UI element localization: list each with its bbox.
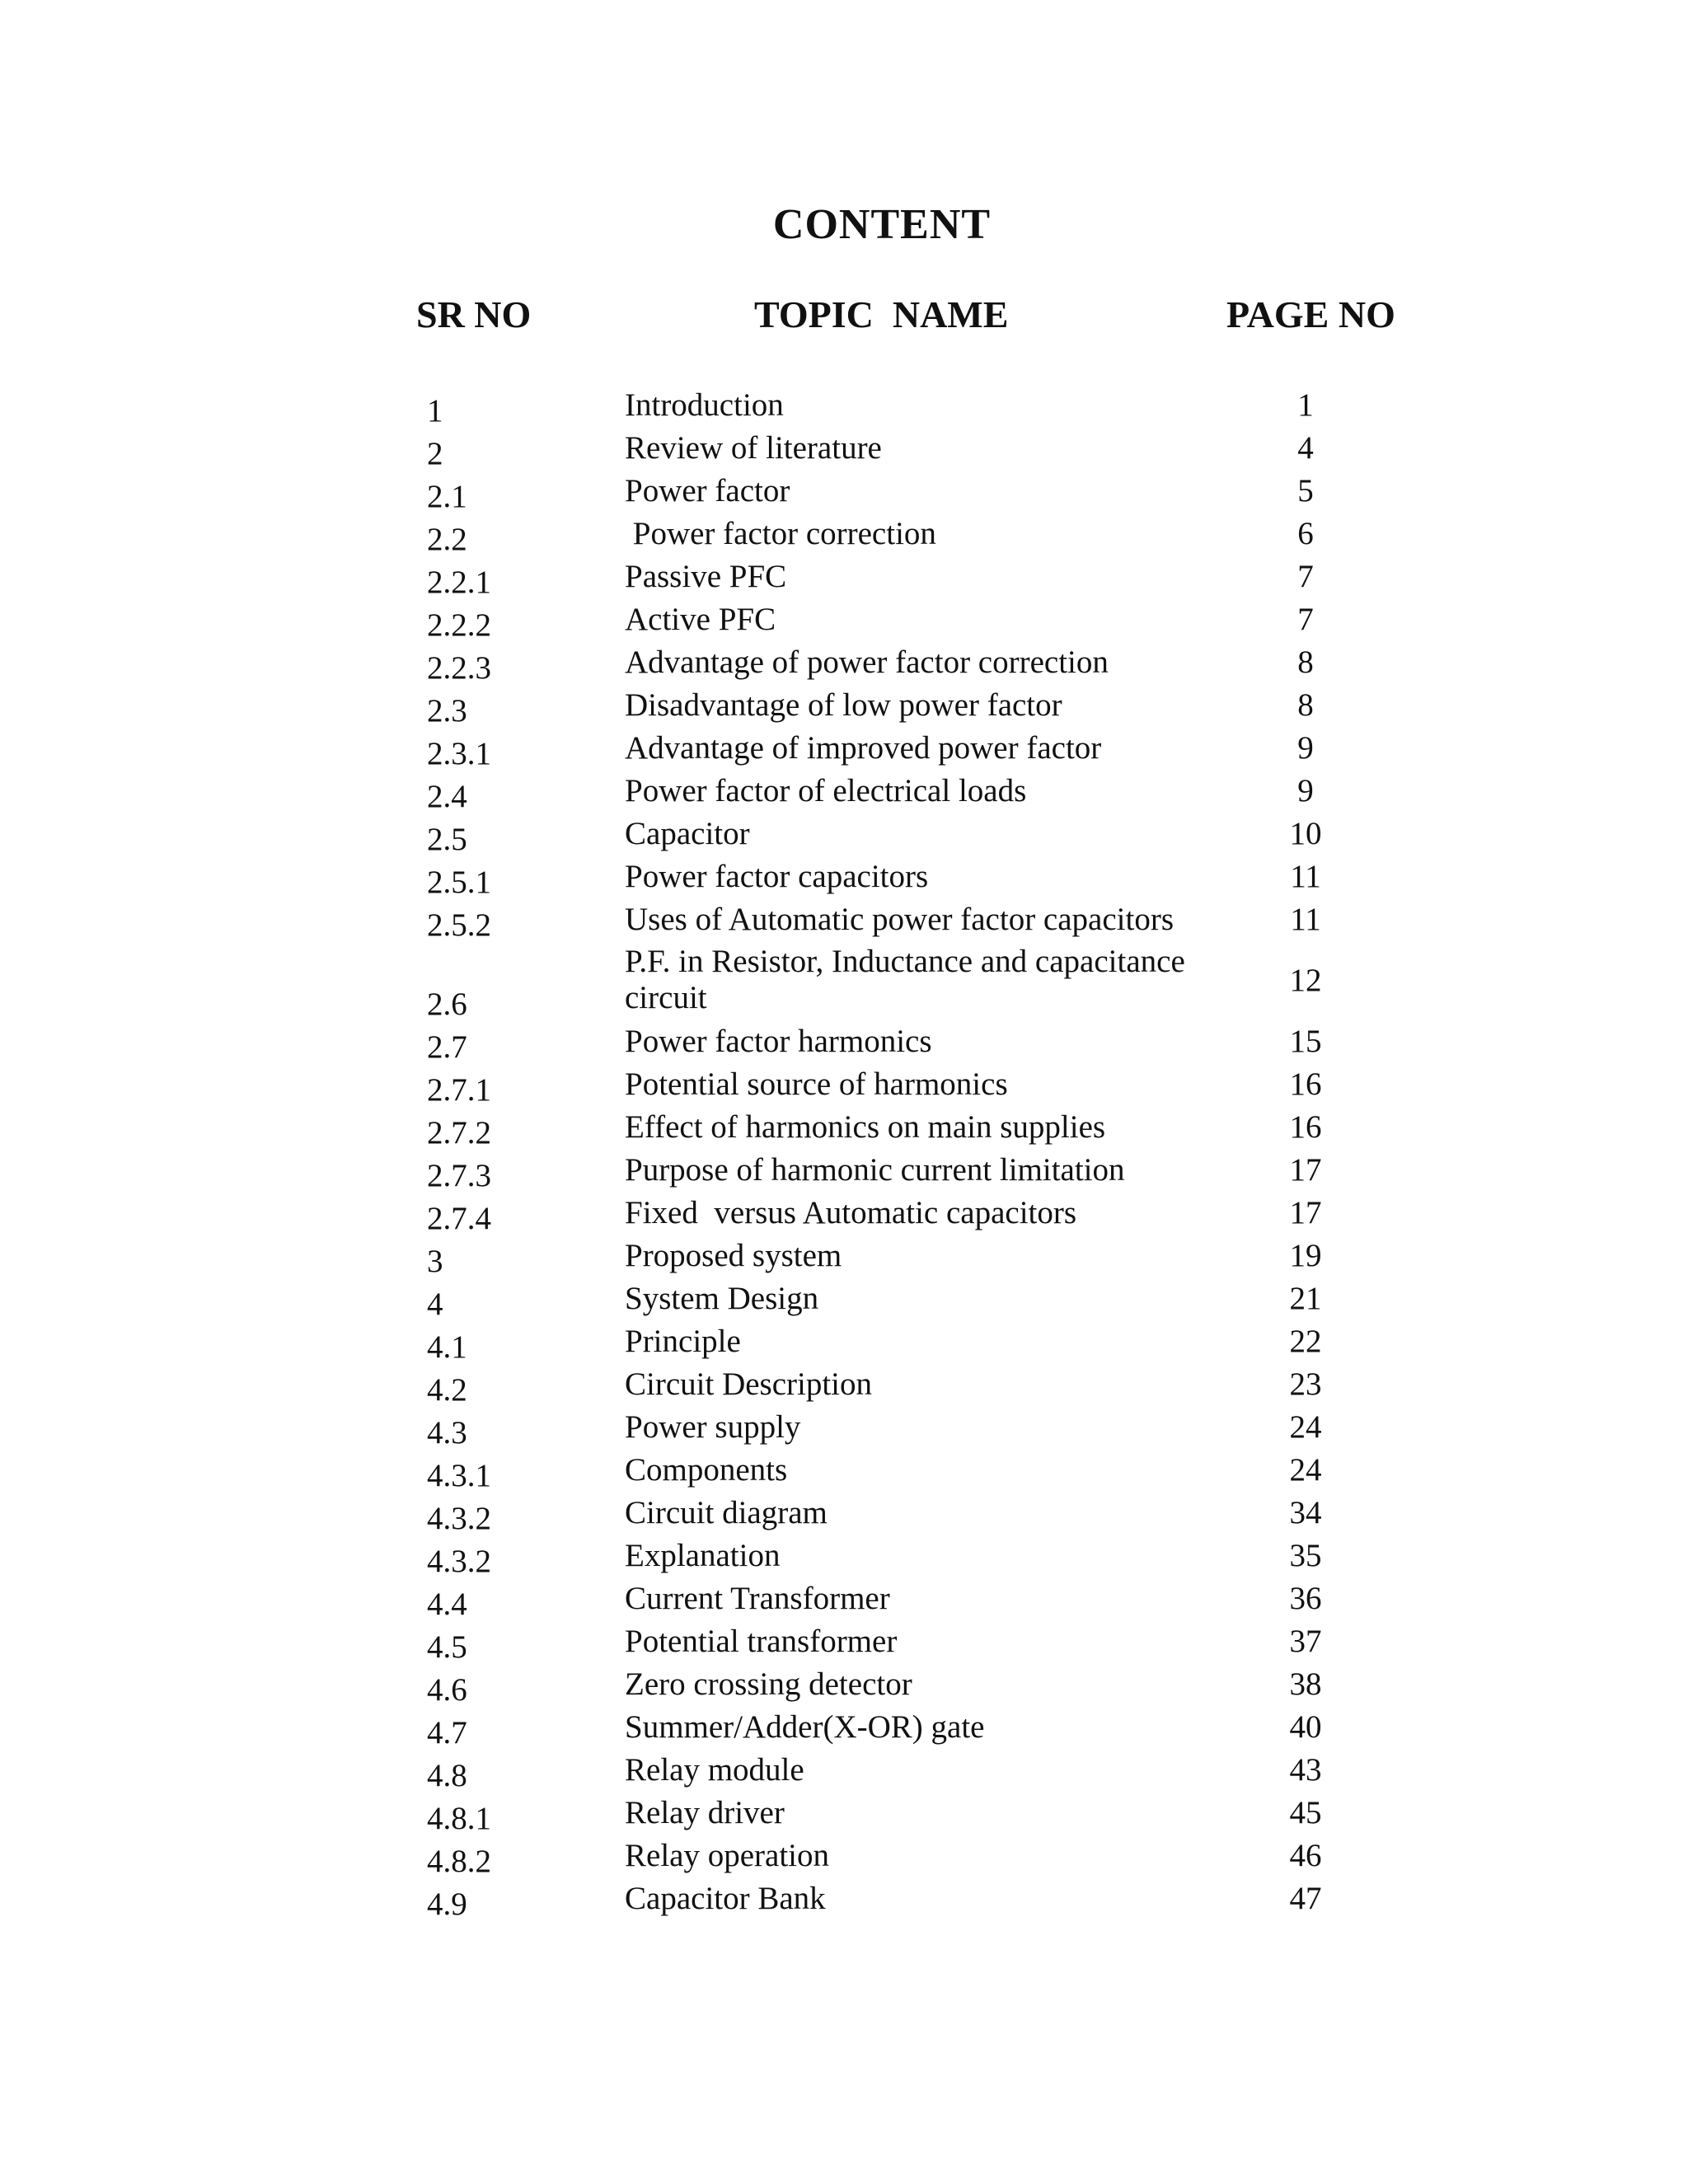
row-topic: Relay driver — [625, 1795, 785, 1830]
table-row — [0, 1363, 1688, 1406]
column-header-topic-name: TOPIC NAME — [754, 293, 1009, 335]
row-page-no: 11 — [1290, 902, 1321, 937]
row-page-no: 15 — [1289, 1024, 1322, 1059]
table-row — [0, 1320, 1688, 1363]
row-page-no: 23 — [1289, 1366, 1322, 1402]
row-page-no: 22 — [1289, 1324, 1322, 1359]
row-sr-no: 2.2.3 — [427, 650, 491, 686]
row-sr-no: 4.1 — [427, 1329, 467, 1365]
row-page-no: 38 — [1289, 1666, 1322, 1702]
row-topic: Proposed system — [625, 1238, 842, 1273]
table-row — [0, 1063, 1688, 1106]
row-topic: Relay operation — [625, 1838, 829, 1873]
row-topic: Principle — [625, 1324, 741, 1359]
row-page-no: 47 — [1289, 1881, 1322, 1916]
row-sr-no: 2.2.1 — [427, 565, 491, 600]
row-page-no: 19 — [1289, 1238, 1322, 1273]
row-sr-no: 2.7.1 — [427, 1072, 491, 1108]
row-page-no: 11 — [1290, 859, 1321, 894]
row-topic: Fixed versus Automatic capacitors — [625, 1195, 1077, 1230]
table-row — [0, 1149, 1688, 1192]
table-row — [0, 1706, 1688, 1749]
row-page-no: 43 — [1289, 1752, 1322, 1788]
table-row — [0, 813, 1688, 855]
row-page-no: 16 — [1289, 1066, 1322, 1102]
row-page-no: 7 — [1297, 559, 1314, 594]
row-sr-no: 2 — [427, 436, 443, 471]
row-page-no: 45 — [1289, 1795, 1322, 1830]
row-page-no: 8 — [1297, 644, 1314, 680]
row-page-no: 36 — [1289, 1581, 1322, 1616]
row-topic: Advantage of power factor correction — [625, 644, 1109, 680]
row-sr-no: 4.8 — [427, 1758, 467, 1793]
row-sr-no: 4.3.1 — [427, 1458, 491, 1493]
table-row — [0, 770, 1688, 813]
row-topic: Capacitor — [625, 816, 750, 851]
row-sr-no: 4.5 — [427, 1629, 467, 1665]
row-sr-no: 2.4 — [427, 779, 467, 814]
row-topic: Current Transformer — [625, 1581, 890, 1616]
row-sr-no: 2.5.1 — [427, 865, 491, 900]
table-row — [0, 1106, 1688, 1149]
row-sr-no: 2.7.3 — [427, 1158, 491, 1193]
row-topic: Zero crossing detector — [625, 1666, 912, 1702]
table-row — [0, 1749, 1688, 1792]
table-row — [0, 1192, 1688, 1235]
row-page-no: 40 — [1289, 1709, 1322, 1745]
row-sr-no: 2.2 — [427, 522, 467, 557]
row-topic: Potential transformer — [625, 1624, 898, 1659]
row-page-no: 12 — [1289, 963, 1322, 998]
table-row — [0, 1535, 1688, 1577]
row-sr-no: 4.2 — [427, 1372, 467, 1408]
row-topic: Active PFC — [625, 602, 776, 637]
row-sr-no: 2.7 — [427, 1029, 467, 1065]
row-page-no: 35 — [1289, 1538, 1322, 1573]
row-sr-no: 4.7 — [427, 1715, 467, 1750]
page-title: CONTENT — [772, 201, 992, 248]
row-sr-no: 3 — [427, 1244, 443, 1279]
row-sr-no: 2.3.1 — [427, 736, 491, 771]
row-page-no: 10 — [1289, 816, 1322, 851]
row-page-no: 7 — [1297, 602, 1314, 637]
row-topic: Circuit Description — [625, 1366, 873, 1402]
row-sr-no: 2.7.2 — [427, 1115, 491, 1151]
row-topic: Power supply — [625, 1409, 801, 1445]
row-topic: Summer/Adder(X-OR) gate — [625, 1709, 985, 1745]
table-row — [0, 470, 1688, 513]
row-page-no: 9 — [1297, 730, 1314, 766]
row-page-no: 6 — [1297, 516, 1314, 551]
row-sr-no: 2.5.2 — [427, 907, 491, 943]
column-header-sr-no: SR NO — [416, 293, 532, 335]
table-row — [0, 641, 1688, 684]
row-page-no: 21 — [1289, 1281, 1322, 1316]
row-topic: Power factor — [625, 473, 790, 509]
table-row — [0, 684, 1688, 727]
row-page-no: 4 — [1297, 430, 1314, 466]
row-sr-no: 4.3.2 — [427, 1544, 491, 1579]
row-sr-no: 4.3 — [427, 1415, 467, 1451]
row-topic: Effect of harmonics on main supplies — [625, 1109, 1106, 1145]
row-topic: Uses of Automatic power factor capacitors — [625, 902, 1175, 937]
row-sr-no: 4.8.1 — [427, 1801, 491, 1836]
table-row — [0, 1449, 1688, 1492]
row-topic: P.F. in Resistor, Inductance and capacitance circuit — [625, 944, 1185, 1015]
row-sr-no: 4.6 — [427, 1672, 467, 1708]
contents-table — [0, 384, 1688, 1920]
row-sr-no: 2.7.4 — [427, 1201, 491, 1236]
row-topic: Potential source of harmonics — [625, 1066, 1008, 1102]
column-header-page-no: PAGE NO — [1226, 293, 1395, 335]
table-row — [0, 855, 1688, 898]
row-sr-no: 2.3 — [427, 693, 467, 729]
table-row — [0, 1577, 1688, 1620]
row-sr-no: 4.8.2 — [427, 1844, 491, 1879]
table-row — [0, 727, 1688, 770]
row-page-no: 24 — [1289, 1452, 1322, 1488]
row-sr-no: 4.9 — [427, 1886, 467, 1922]
table-row — [0, 1277, 1688, 1320]
row-page-no: 17 — [1289, 1152, 1322, 1188]
row-topic: Capacitor Bank — [625, 1881, 826, 1916]
row-sr-no: 1 — [427, 393, 443, 429]
row-page-no: 37 — [1289, 1624, 1322, 1659]
row-topic: Power factor correction — [625, 516, 936, 551]
row-topic: System Design — [625, 1281, 819, 1316]
table-row — [0, 384, 1688, 427]
row-sr-no: 2.2.2 — [427, 607, 491, 643]
row-topic: Passive PFC — [625, 559, 787, 594]
row-topic: Purpose of harmonic current limitation — [625, 1152, 1125, 1188]
row-sr-no: 4.4 — [427, 1586, 467, 1622]
row-topic: Explanation — [625, 1538, 781, 1573]
row-page-no: 9 — [1297, 773, 1314, 808]
table-row — [0, 941, 1688, 1020]
table-row — [0, 1235, 1688, 1277]
row-topic: Power factor harmonics — [625, 1024, 932, 1059]
table-row — [0, 1406, 1688, 1449]
row-topic: Power factor capacitors — [625, 859, 929, 894]
row-topic: Components — [625, 1452, 788, 1488]
row-page-no: 46 — [1289, 1838, 1322, 1873]
table-row — [0, 1663, 1688, 1706]
row-topic: Circuit diagram — [625, 1495, 828, 1530]
row-topic: Review of literature — [625, 430, 882, 466]
table-row — [0, 1792, 1688, 1835]
table-row — [0, 1492, 1688, 1535]
table-row — [0, 1835, 1688, 1877]
row-topic: Disadvantage of low power factor — [625, 687, 1062, 723]
table-row — [0, 1020, 1688, 1063]
table-row — [0, 1620, 1688, 1663]
row-page-no: 34 — [1289, 1495, 1322, 1530]
row-page-no: 5 — [1297, 473, 1314, 509]
row-page-no: 24 — [1289, 1409, 1322, 1445]
table-row — [0, 555, 1688, 598]
row-topic: Power factor of electrical loads — [625, 773, 1027, 808]
row-sr-no: 2.5 — [427, 822, 467, 857]
row-sr-no: 2.6 — [427, 987, 467, 1022]
row-page-no: 8 — [1297, 687, 1314, 723]
row-sr-no: 2.1 — [427, 479, 467, 514]
row-topic: Introduction — [625, 387, 784, 423]
table-row — [0, 898, 1688, 941]
row-topic: Relay module — [625, 1752, 804, 1788]
row-page-no: 17 — [1289, 1195, 1322, 1230]
row-sr-no: 4 — [427, 1286, 443, 1322]
table-row — [0, 1877, 1688, 1920]
row-page-no: 1 — [1297, 387, 1314, 423]
row-page-no: 16 — [1289, 1109, 1322, 1145]
table-row — [0, 427, 1688, 470]
table-row — [0, 598, 1688, 641]
row-sr-no: 4.3.2 — [427, 1501, 491, 1536]
row-topic: Advantage of improved power factor — [625, 730, 1102, 766]
table-row — [0, 513, 1688, 555]
